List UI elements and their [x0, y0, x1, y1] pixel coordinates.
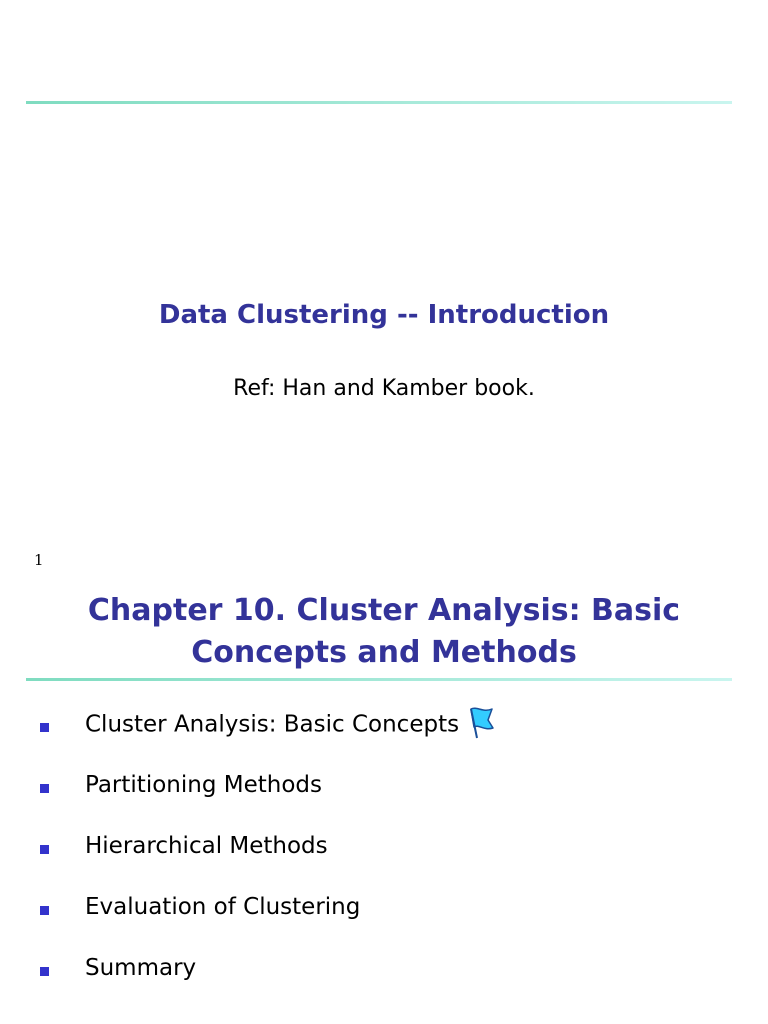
list-item: [0, 947, 768, 1008]
list-item: [0, 886, 768, 947]
square-bullet-icon: [40, 784, 49, 793]
square-bullet-icon: [40, 967, 49, 976]
list-item: [0, 825, 768, 886]
square-bullet-icon: [40, 723, 49, 732]
list-item-label: Partitioning Methods: [85, 772, 322, 798]
topic-list: [0, 703, 768, 1008]
list-item-label: Summary: [85, 955, 197, 981]
flag-icon[interactable]: [467, 705, 495, 739]
chapter-title: [0, 590, 768, 674]
list-item-label: Evaluation of Clustering: [85, 894, 361, 920]
chapter-title-line-1: Chapter 10. Cluster Analysis: Basic: [87, 593, 681, 628]
square-bullet-icon: [40, 845, 49, 854]
list-item: [0, 703, 768, 764]
page-number: 1: [34, 551, 44, 569]
slide-title: Data Clustering -- Introduction: [158, 300, 610, 330]
list-item: [0, 764, 768, 825]
chapter-divider: [26, 678, 732, 681]
list-item-label: Cluster Analysis: Basic Concepts: [85, 711, 460, 738]
top-divider: [26, 101, 732, 104]
chapter-title-line-2: Concepts and Methods: [191, 635, 577, 670]
reference-text: Ref: Han and Kamber book.: [233, 376, 535, 401]
list-item-label: Hierarchical Methods: [85, 833, 328, 859]
square-bullet-icon: [40, 906, 49, 915]
